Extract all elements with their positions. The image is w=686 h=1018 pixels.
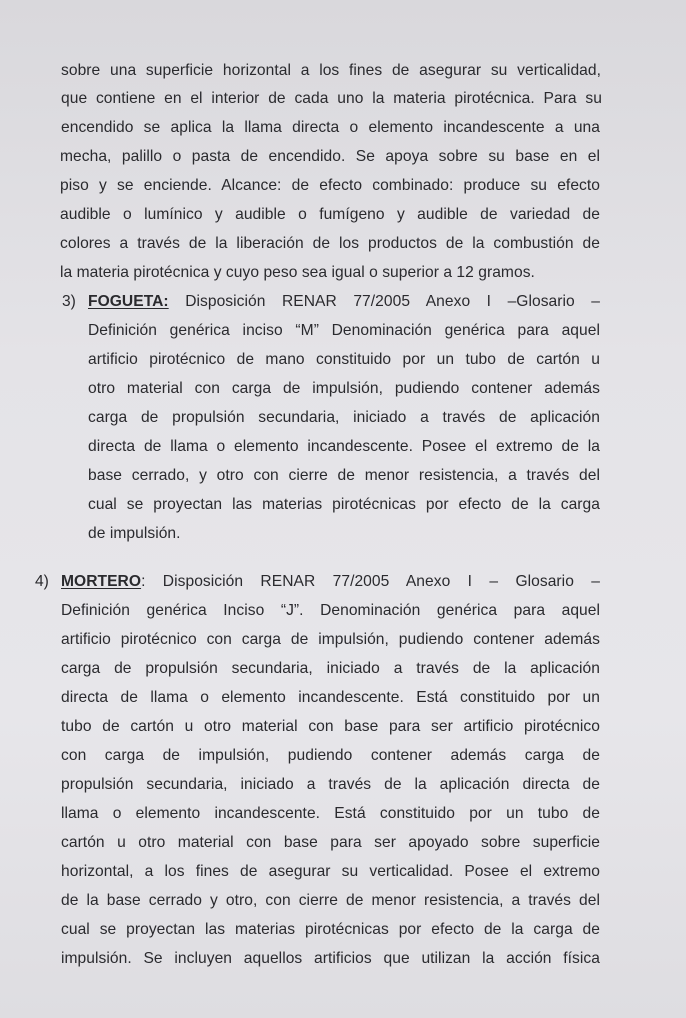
text-line: artificio pirotécnico con carga de impulsión, pudiendo contener además	[61, 631, 600, 648]
item-number: 4)	[35, 573, 49, 590]
item-heading-rest: : Disposición RENAR 77/2005 Anexo I – Glosario –	[141, 573, 600, 590]
text-line: propulsión secundaria, iniciado a través de la aplicación directa de	[61, 776, 600, 793]
item-number: 3)	[62, 293, 76, 310]
text-line: cartón u otro material con base para ser apoyado sobre superficie	[61, 834, 600, 851]
text-line: cual se proyectan las materias pirotécnicas por efecto de la carga	[88, 496, 600, 513]
text-line: artificio pirotécnico de mano constituido por un tubo de cartón u	[88, 351, 600, 368]
text-line: tubo de cartón u otro material con base para ser artificio pirotécnico	[61, 718, 600, 735]
text-line: directa de llama o elemento incandescente. Posee el extremo de la	[88, 438, 600, 455]
text-line: de la base cerrado y otro, con cierre de menor resistencia, a través del	[61, 892, 600, 909]
text-line: colores a través de la liberación de los productos de la combustión de	[60, 235, 600, 252]
item-term: MORTERO	[61, 573, 142, 590]
text-line: Definición genérica inciso “M” Denominación genérica para aquel	[88, 322, 600, 339]
text-line: que contiene en el interior de cada uno la materia pirotécnica. Para su	[61, 90, 602, 107]
text-line: con carga de impulsión, pudiendo contener además carga de	[61, 747, 600, 764]
text-line: impulsión. Se incluyen aquellos artificios que utilizan la acción física	[61, 950, 600, 967]
text-line: otro material con carga de impulsión, pudiendo contener además	[88, 380, 600, 397]
text-line: cual se proyectan las materias pirotécnicas por efecto de la carga de	[61, 921, 600, 938]
item-heading-line	[88, 292, 600, 312]
text-line: llama o elemento incandescente. Está constituido por un tubo de	[61, 805, 600, 822]
text-line: base cerrado, y otro con cierre de menor resistencia, a través del	[88, 467, 600, 484]
text-line: audible o lumínico y audible o fumígeno y audible de variedad de	[60, 206, 600, 223]
text-line: carga de propulsión secundaria, iniciado a través de la aplicación	[61, 660, 600, 677]
text-line: encendido se aplica la llama directa o elemento incandescente a una	[61, 119, 600, 136]
text-line: sobre una superficie horizontal a los fines de asegurar su verticalidad,	[61, 62, 601, 79]
text-line: horizontal, a los fines de asegurar su verticalidad. Posee el extremo	[61, 863, 600, 880]
item-heading-rest: Disposición RENAR 77/2005 Anexo I –Glosario –	[185, 293, 600, 310]
item-heading-line	[61, 572, 600, 592]
text-line: directa de llama o elemento incandescente. Está constituido por un	[61, 689, 600, 706]
text-line: la materia pirotécnica y cuyo peso sea igual o superior a 12 gramos.	[60, 264, 535, 281]
text-line: mecha, palillo o pasta de encendido. Se apoya sobre su base en el	[60, 148, 600, 165]
text-line: de impulsión.	[88, 525, 181, 542]
text-line: carga de propulsión secundaria, iniciado a través de aplicación	[88, 409, 600, 426]
text-line: piso y se enciende. Alcance: de efecto combinado: produce su efecto	[60, 177, 600, 194]
text-line: Definición genérica Inciso “J”. Denominación genérica para aquel	[61, 602, 600, 619]
item-term: FOGUETA:	[88, 293, 169, 310]
